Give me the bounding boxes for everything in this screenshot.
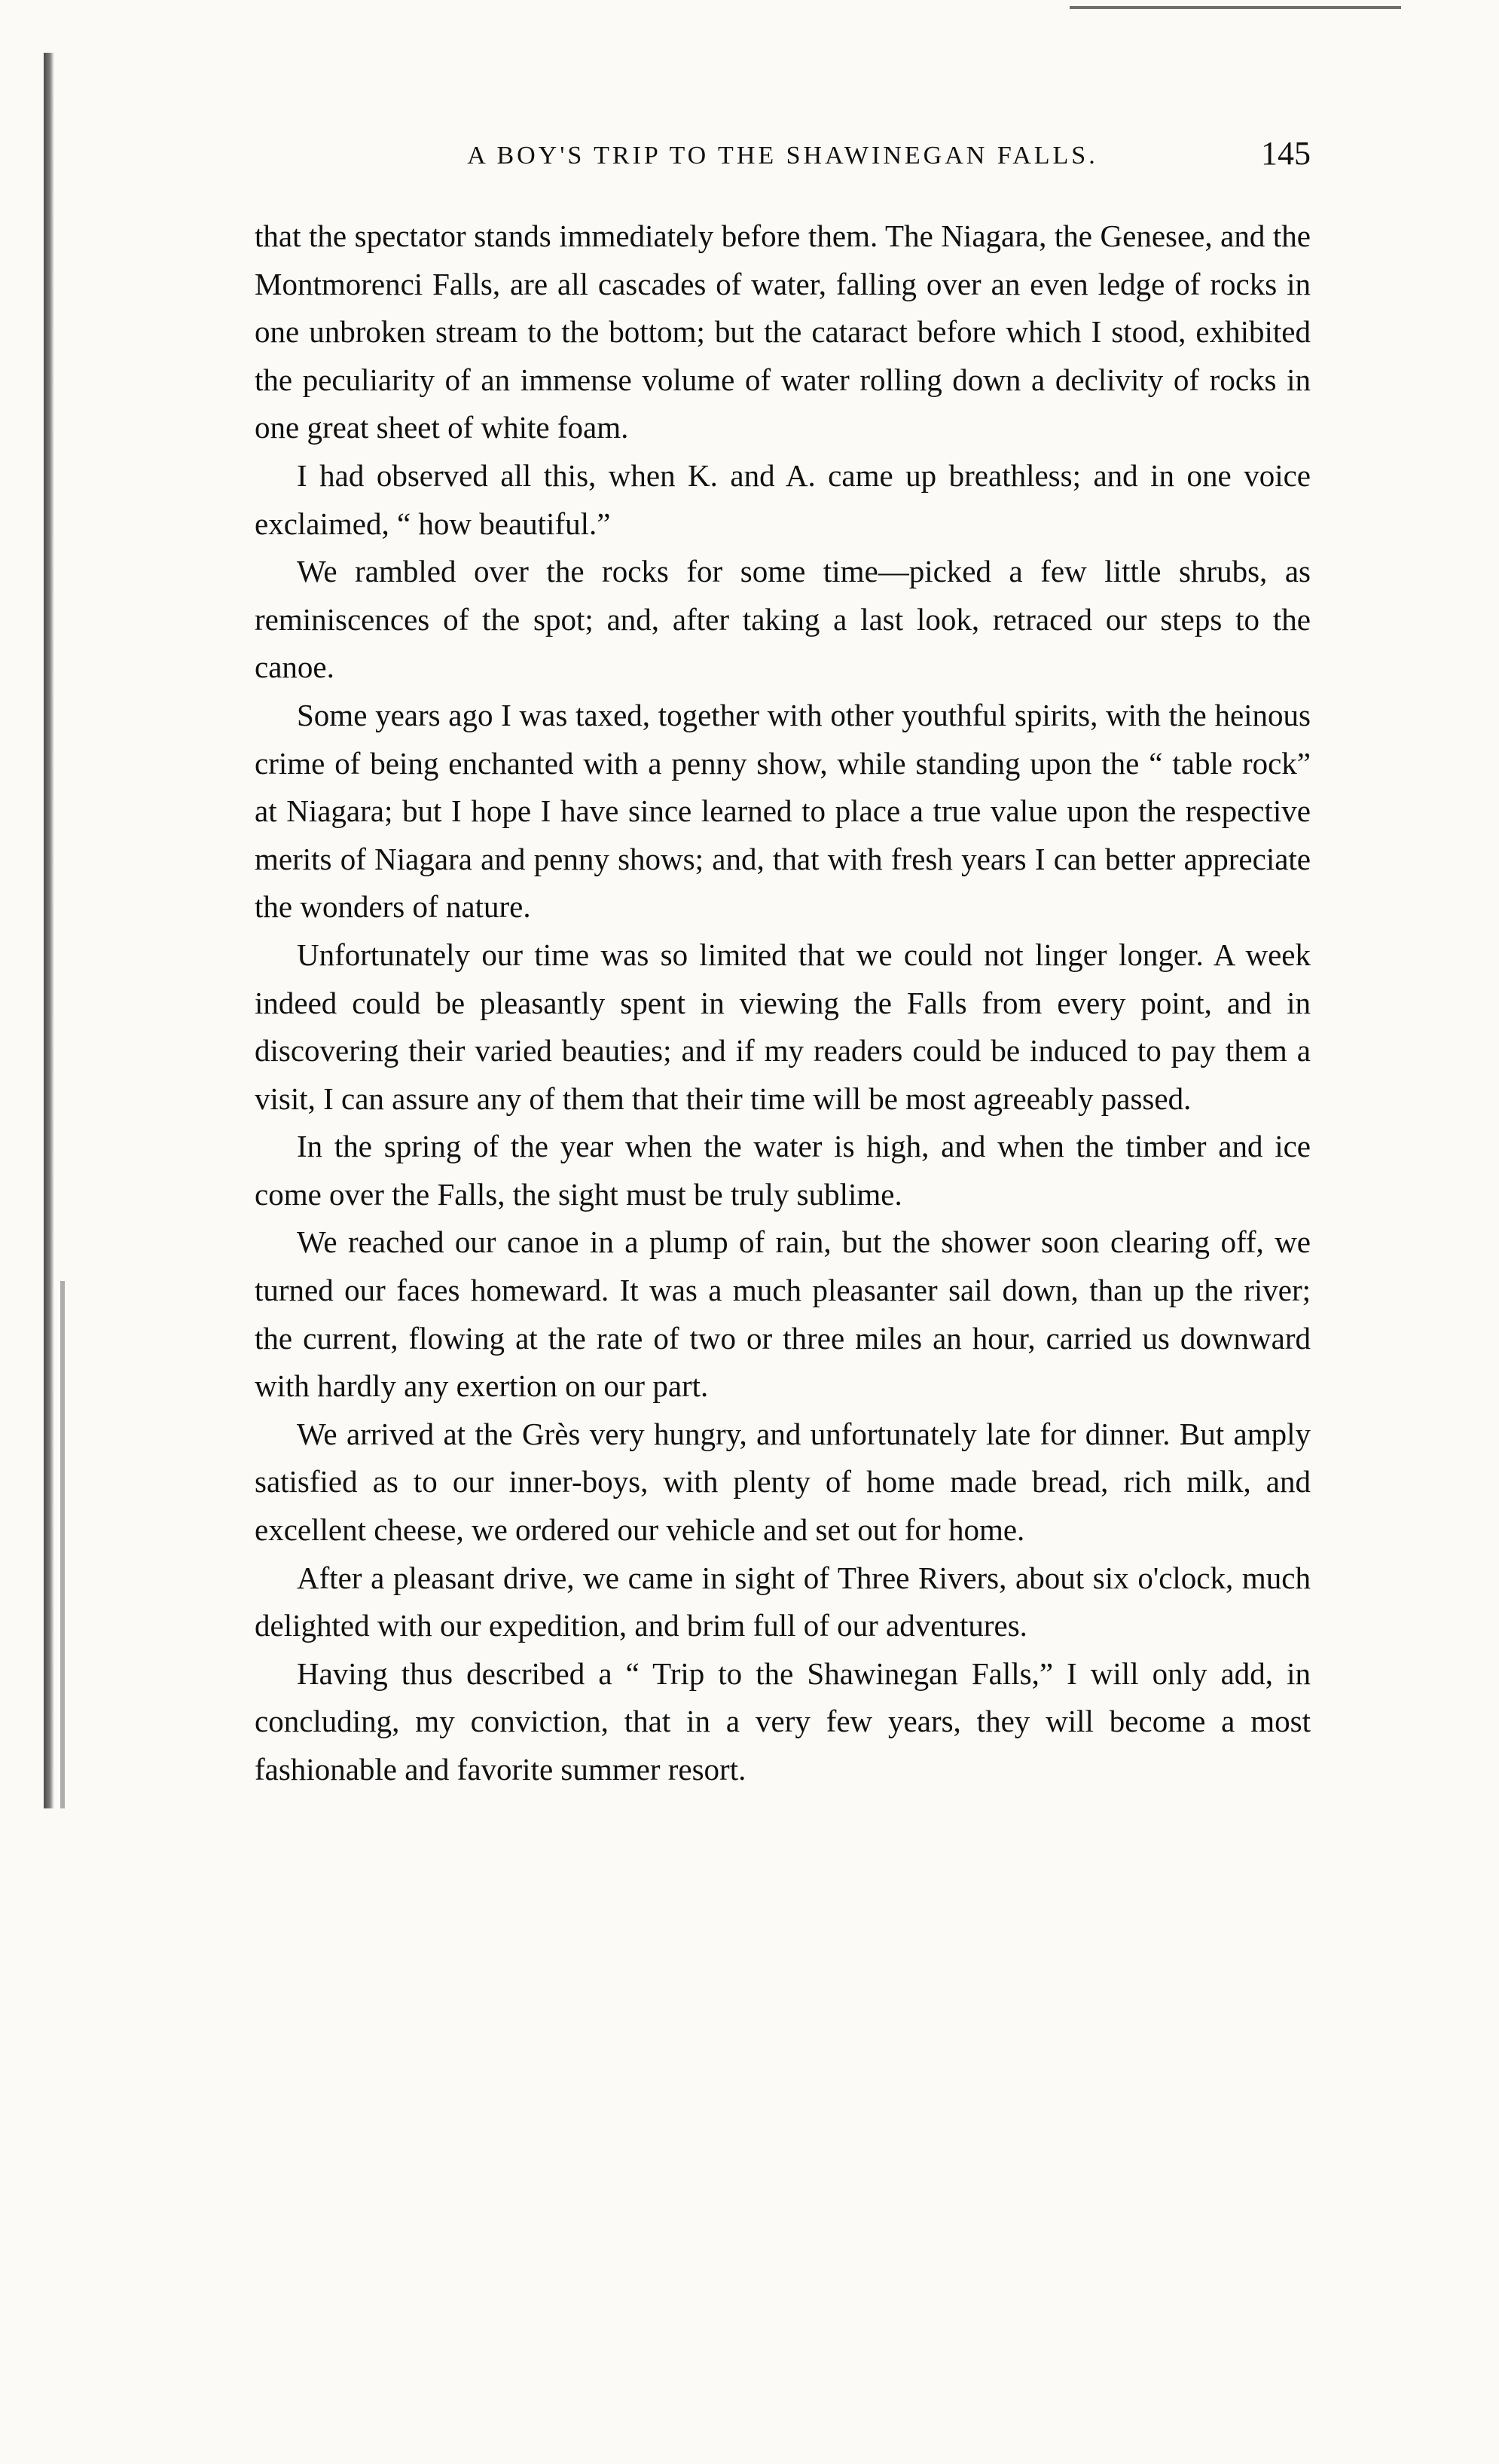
running-head xyxy=(255,134,1311,187)
paragraph: Having thus described a “ Trip to the Shawinegan Falls,” I will only add, in concluding, my conviction, that in a very few years, they will become a most fashionable and favorite summer resort. xyxy=(255,1655,1311,1787)
paragraph: Unfortunately our time was so limited that we could not linger longer. A week indeed could be pleasantly spent in viewing the Falls from every point, and in discovering their varied beauties; and if my readers could be induced to pay them a visit, I can assure any of them that their time will be most agreeably passed. xyxy=(255,937,1311,1116)
paragraph: I had observed all this, when K. and A. came up breathless; and in one voice exclaimed, “ how beautiful.” xyxy=(255,457,1311,541)
top-rule xyxy=(1070,6,1401,9)
paragraph: We arrived at the Grès very hungry, and unfortunately late for dinner. But amply satisfied as to our inner-boys, with plenty of home made bread, rich milk, and excellent cheese, we ordered our vehicle and set out for home. xyxy=(255,1416,1311,1548)
paragraph: In the spring of the year when the water is high, and when the timber and ice come over the Falls, the sight must be truly sublime. xyxy=(255,1129,1311,1212)
body-text xyxy=(255,212,1311,1794)
binding-edge xyxy=(44,53,54,1808)
binding-shadow xyxy=(60,1281,65,1808)
book-page xyxy=(255,134,1311,1794)
paragraph: that the spectator stands immediately before them. The Niagara, the Genesee, and the Montmorenci Falls, are all cascades of water, falling over an even ledge of rocks in one unbroken stream to the bottom; but the cataract before which I stood, exhibited the peculiarity of an immense volume of water rolling down a declivity of rocks in one great sheet of white foam. xyxy=(255,219,1311,445)
running-title: A BOY'S TRIP TO THE SHAWINEGAN FALLS. xyxy=(467,142,1098,170)
paragraph: We rambled over the rocks for some time—picked a few little shrubs, as reminiscences of the spot; and, after taking a last look, retraced our steps to the canoe. xyxy=(255,554,1311,685)
paragraph: We reached our canoe in a plump of rain, but the shower soon clearing off, we turned our faces homeward. It was a much pleasanter sail down, than up the river; the current, flowing at the rate of two or three miles an hour, carried us downward with hardly any exertion on our part. xyxy=(255,1224,1311,1404)
paragraph: After a pleasant drive, we came in sight of Three Rivers, about six o'clock, much delighted with our expedition, and brim full of our adventures. xyxy=(255,1560,1311,1643)
paragraph: Some years ago I was taxed, together with other youthful spirits, with the heinous crime of being enchanted with a penny show, while standing upon the “ table rock” at Niagara; but I hope I have since learned to place a true value upon the respective merits of Niagara and penny shows; and, that with fresh years I can better appreciate the wonders of nature. xyxy=(255,697,1311,925)
page-number: 145 xyxy=(1261,135,1311,172)
